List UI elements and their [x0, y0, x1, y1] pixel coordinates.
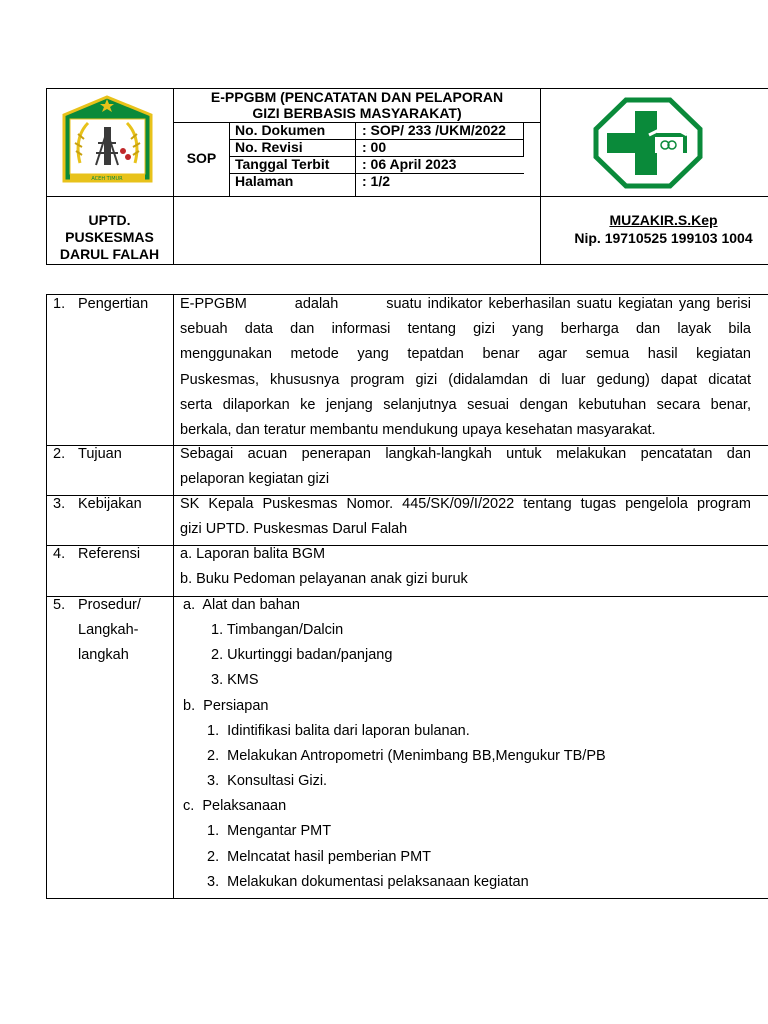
- prosedur-a-title: a. Alat dan bahan: [183, 597, 300, 613]
- signer-nip: Nip. 19710525 199103 1004: [574, 230, 753, 246]
- text-line: sebuah data dan informasi tentang gizi yang berharga dan layak bila: [180, 321, 751, 338]
- title-line-1: E-PPGBM (PENCATATAN DAN PELAPORAN: [210, 89, 504, 105]
- meta-value-revisi: : 00: [362, 139, 387, 155]
- section-label-line-1: Prosedur/: [78, 597, 141, 613]
- text-line: Sebagai acuan penerapan langkah-langkah untuk melakukan pencatatan dan: [180, 446, 751, 462]
- text-line: b. Buku Pedoman pelayanan anak gizi buruk: [180, 571, 468, 588]
- section-label-text: Referensi: [78, 546, 141, 562]
- section-number: 3.: [53, 496, 66, 512]
- section-label-text: Tujuan: [78, 446, 122, 462]
- tujuan-text: [180, 442, 751, 492]
- prosedur-a-item: 3. KMS: [211, 672, 259, 688]
- text-line: berkala, dan teratur membantu mendukung upaya kesehatan masyarakat.: [180, 422, 656, 439]
- signer-name: MUZAKIR.S.Kep: [609, 212, 718, 228]
- prosedur-a-item: 2. Ukurtinggi badan/panjang: [211, 647, 393, 663]
- text-line: SK Kepala Puskesmas Nomor. 445/SK/09/I/2022 tentang tugas pengelola program: [180, 496, 751, 512]
- section-number: 2.: [53, 446, 66, 462]
- meta-value-tanggal: : 06 April 2023: [362, 156, 457, 172]
- text-line: Puskesmas, khususnya program gizi (didalamdan di luar gedung) dapat dicatat: [180, 371, 751, 388]
- meta-key-revisi: No. Revisi: [235, 139, 303, 155]
- document-title: [174, 89, 540, 121]
- section-number: 1.: [53, 296, 66, 312]
- prosedur-b-title: b. Persiapan: [183, 698, 269, 714]
- referensi-text: [180, 542, 751, 592]
- pengertian-text: [180, 292, 751, 443]
- logo-banner-text: ACEH TIMUR: [91, 176, 123, 182]
- meta-value-dokumen: : SOP/ 233 /UKM/2022: [362, 122, 506, 138]
- prosedur-c-title: c. Pelaksanaan: [183, 798, 287, 814]
- title-line-2: GIZI BERBASIS MASYARAKAT): [252, 105, 462, 121]
- section-label-line-2: Langkah-: [78, 622, 139, 639]
- meta-key-dokumen: No. Dokumen: [235, 122, 326, 138]
- text-line: a. Laporan balita BGM: [180, 546, 326, 562]
- prosedur-b-item: 3. Konsultasi Gizi.: [207, 773, 328, 789]
- prosedur-c-item: 1. Mengantar PMT: [207, 823, 332, 839]
- section-label-line-3: langkah: [78, 647, 129, 664]
- org-line-3: DARUL FALAH: [59, 246, 160, 262]
- section-label-referensi: [53, 542, 140, 567]
- section-label-pengertian: [53, 292, 148, 317]
- section-label-kebijakan: [53, 492, 142, 517]
- kebijakan-text: [180, 492, 751, 542]
- prosedur-a-item: 1. Timbangan/Dalcin: [211, 622, 344, 638]
- text-line: pelaporan kegiatan gizi: [180, 471, 330, 488]
- meta-key-tanggal: Tanggal Terbit: [235, 156, 330, 172]
- section-label-tujuan: [53, 442, 122, 467]
- section-number: 4.: [53, 546, 66, 562]
- text-line: serta dilaporkan ke jenjang selanjutnya sesuai dengan kebutuhan secara benar,: [180, 396, 751, 413]
- prosedur-c-item: 2. Melncatat hasil pemberian PMT: [207, 849, 432, 865]
- section-label-text: Pengertian: [78, 296, 149, 312]
- section-label-text: Kebijakan: [78, 496, 142, 512]
- puskesmas-logo: [593, 97, 703, 189]
- text-line: gizi UPTD. Puskesmas Darul Falah: [180, 521, 408, 538]
- text-line: E-PPGBM adalah suatu indikator keberhasilan suatu kegiatan yang berisi: [180, 296, 751, 312]
- prosedur-b-item: 1. Idintifikasi balita dari laporan bulanan.: [207, 723, 470, 739]
- text-line: menggunakan metode yang tepatdan benar agar semua hasil kegiatan: [180, 346, 751, 363]
- section-label-prosedur: [53, 593, 141, 669]
- meta-key-halaman: Halaman: [235, 173, 294, 189]
- regency-logo: [56, 93, 159, 190]
- prosedur-c-item: 3. Melakukan dokumentasi pelaksanaan kegiatan: [207, 874, 529, 890]
- org-line-1: UPTD.: [88, 212, 131, 228]
- meta-value-halaman: : 1/2: [362, 173, 391, 189]
- section-number: 5.: [53, 597, 66, 613]
- organization-name: [46, 212, 173, 263]
- sop-label: SOP: [186, 150, 217, 166]
- org-line-2: PUSKESMAS: [65, 229, 154, 245]
- prosedur-b-item: 2. Melakukan Antropometri (Menimbang BB,Mengukur TB/PB: [207, 748, 606, 764]
